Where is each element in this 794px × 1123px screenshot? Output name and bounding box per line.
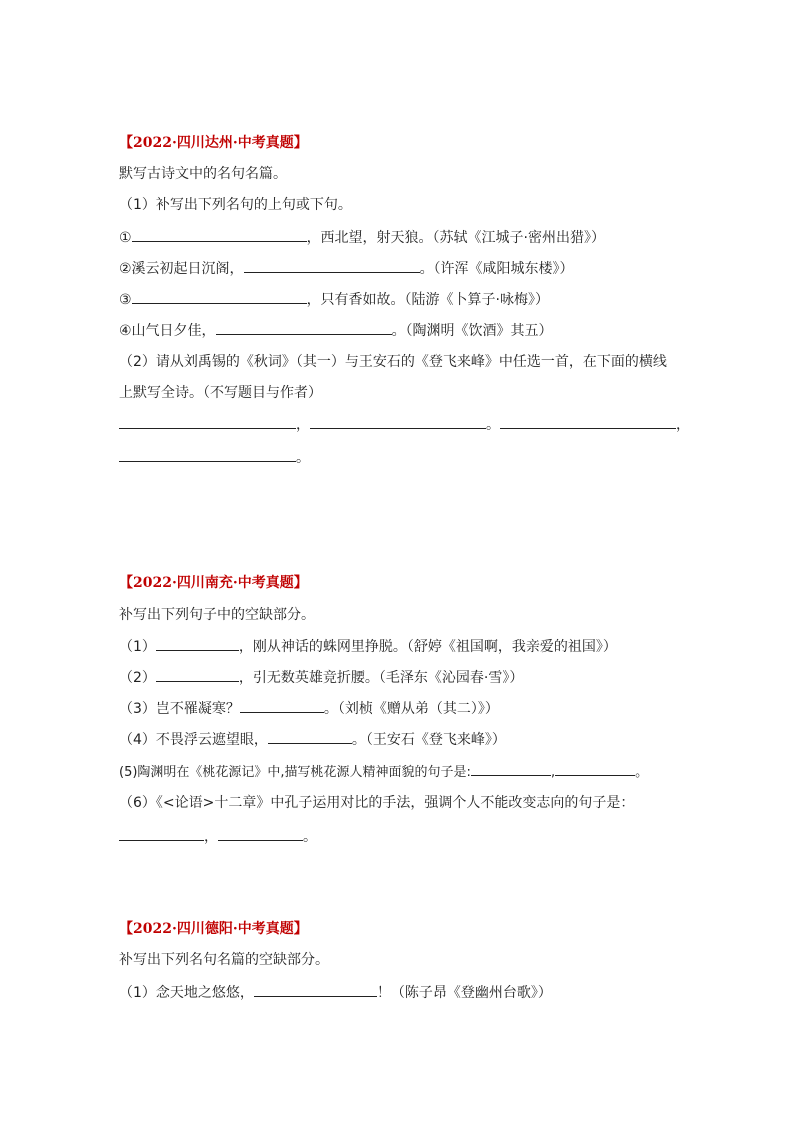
line-prefix: (5)陶渊明在《桃花源记》中,描写桃花源人精神面貌的句子是: (119, 765, 471, 780)
instruction-text: 默写古诗文中的名句名篇。 (119, 166, 287, 182)
punct: , (550, 765, 556, 780)
line-suffix: ，西北望，射天狼。（苏轼《江城子·密州出猎》） (306, 230, 606, 246)
instruction-text: 补写出下列句子中的空缺部分。 (119, 607, 315, 623)
question-line (119, 761, 648, 781)
punct: 。 (296, 450, 310, 466)
line-prefix: （4）不畏浮云遮望眼， (119, 732, 268, 748)
question-line (119, 636, 617, 656)
section-header: 【2022·四川达州·中考真题】 (119, 135, 308, 151)
question-line (119, 320, 553, 340)
line-prefix: （1）念天地之悠悠， (119, 985, 254, 1001)
question-line (119, 227, 605, 247)
punct: ， (676, 417, 690, 433)
instruction-text: 补写出下列名句名篇的空缺部分。 (119, 952, 329, 968)
line-prefix: （3）岂不罹凝寒？ (119, 701, 240, 717)
answer-blank[interactable] (156, 667, 239, 682)
line-suffix: 。（陶渊明《饮酒》其五） (391, 323, 553, 339)
question-line (119, 729, 506, 749)
answer-blank[interactable] (268, 729, 352, 744)
answer-line (119, 414, 690, 434)
answer-blank[interactable] (218, 826, 303, 841)
question-line (119, 258, 574, 278)
answer-line (119, 826, 317, 846)
answer-blank[interactable] (119, 414, 296, 429)
answer-blank[interactable] (132, 227, 307, 242)
answer-blank[interactable] (310, 414, 486, 429)
line-suffix: ！（陈子昂《登幽州台歌》） (376, 985, 552, 1001)
question-line (119, 698, 499, 718)
section-header: 【2022·四川德阳·中考真题】 (119, 921, 308, 937)
question-line (119, 289, 549, 309)
line-suffix: ，只有香如故。（陆游《卜算子·咏梅》） (306, 292, 550, 308)
answer-blank[interactable] (119, 826, 204, 841)
line-prefix: ① (119, 230, 132, 246)
line-suffix: ，刚从神话的蛛网里挣脱。（舒婷《祖国啊，我亲爱的祖国》） (238, 639, 617, 655)
answer-blank[interactable] (156, 636, 239, 651)
answer-blank[interactable] (132, 289, 307, 304)
line-prefix: （2） (119, 670, 156, 686)
section-header: 【2022·四川南充·中考真题】 (119, 575, 308, 591)
punct: 。 (303, 829, 317, 845)
question-text: （2）请从刘禹锡的《秋词》（其一）与王安石的《登飞来峰》中任选一首，在下面的横线 (119, 354, 667, 370)
punct: ， (204, 829, 218, 845)
line-suffix: ，引无数英雄竞折腰。（毛泽东《沁园春·雪》） (238, 670, 524, 686)
answer-line (119, 447, 310, 467)
question-text: 上默写全诗。（不写题目与作者） (119, 385, 322, 401)
question-text: （1）补写出下列名句的上句或下句。 (119, 197, 352, 213)
answer-blank[interactable] (119, 447, 296, 462)
punct: ， (296, 417, 310, 433)
answer-blank[interactable] (254, 982, 377, 997)
line-prefix: ④山气日夕佳， (119, 323, 216, 339)
answer-blank[interactable] (471, 761, 551, 776)
punct: 。 (635, 765, 649, 780)
question-line (119, 982, 552, 1002)
question-text: （6）《<论语>十二章》中孔子运用对比的手法，强调个人不能改变志向的句子是： (119, 795, 635, 811)
answer-blank[interactable] (216, 320, 392, 335)
punct: 。 (486, 417, 500, 433)
answer-blank[interactable] (244, 258, 420, 273)
line-suffix: 。（王安石《登飞来峰》） (351, 732, 506, 748)
line-suffix: 。（刘桢《赠从弟（其二）》） (323, 701, 499, 717)
answer-blank[interactable] (500, 414, 676, 429)
line-suffix: 。（许浑《咸阳城东楼》） (419, 261, 574, 277)
line-prefix: （1） (119, 639, 156, 655)
answer-blank[interactable] (240, 698, 324, 713)
answer-blank[interactable] (555, 761, 635, 776)
line-prefix: ③ (119, 292, 132, 308)
line-prefix: ②溪云初起日沉阁， (119, 261, 244, 277)
question-line (119, 667, 523, 687)
